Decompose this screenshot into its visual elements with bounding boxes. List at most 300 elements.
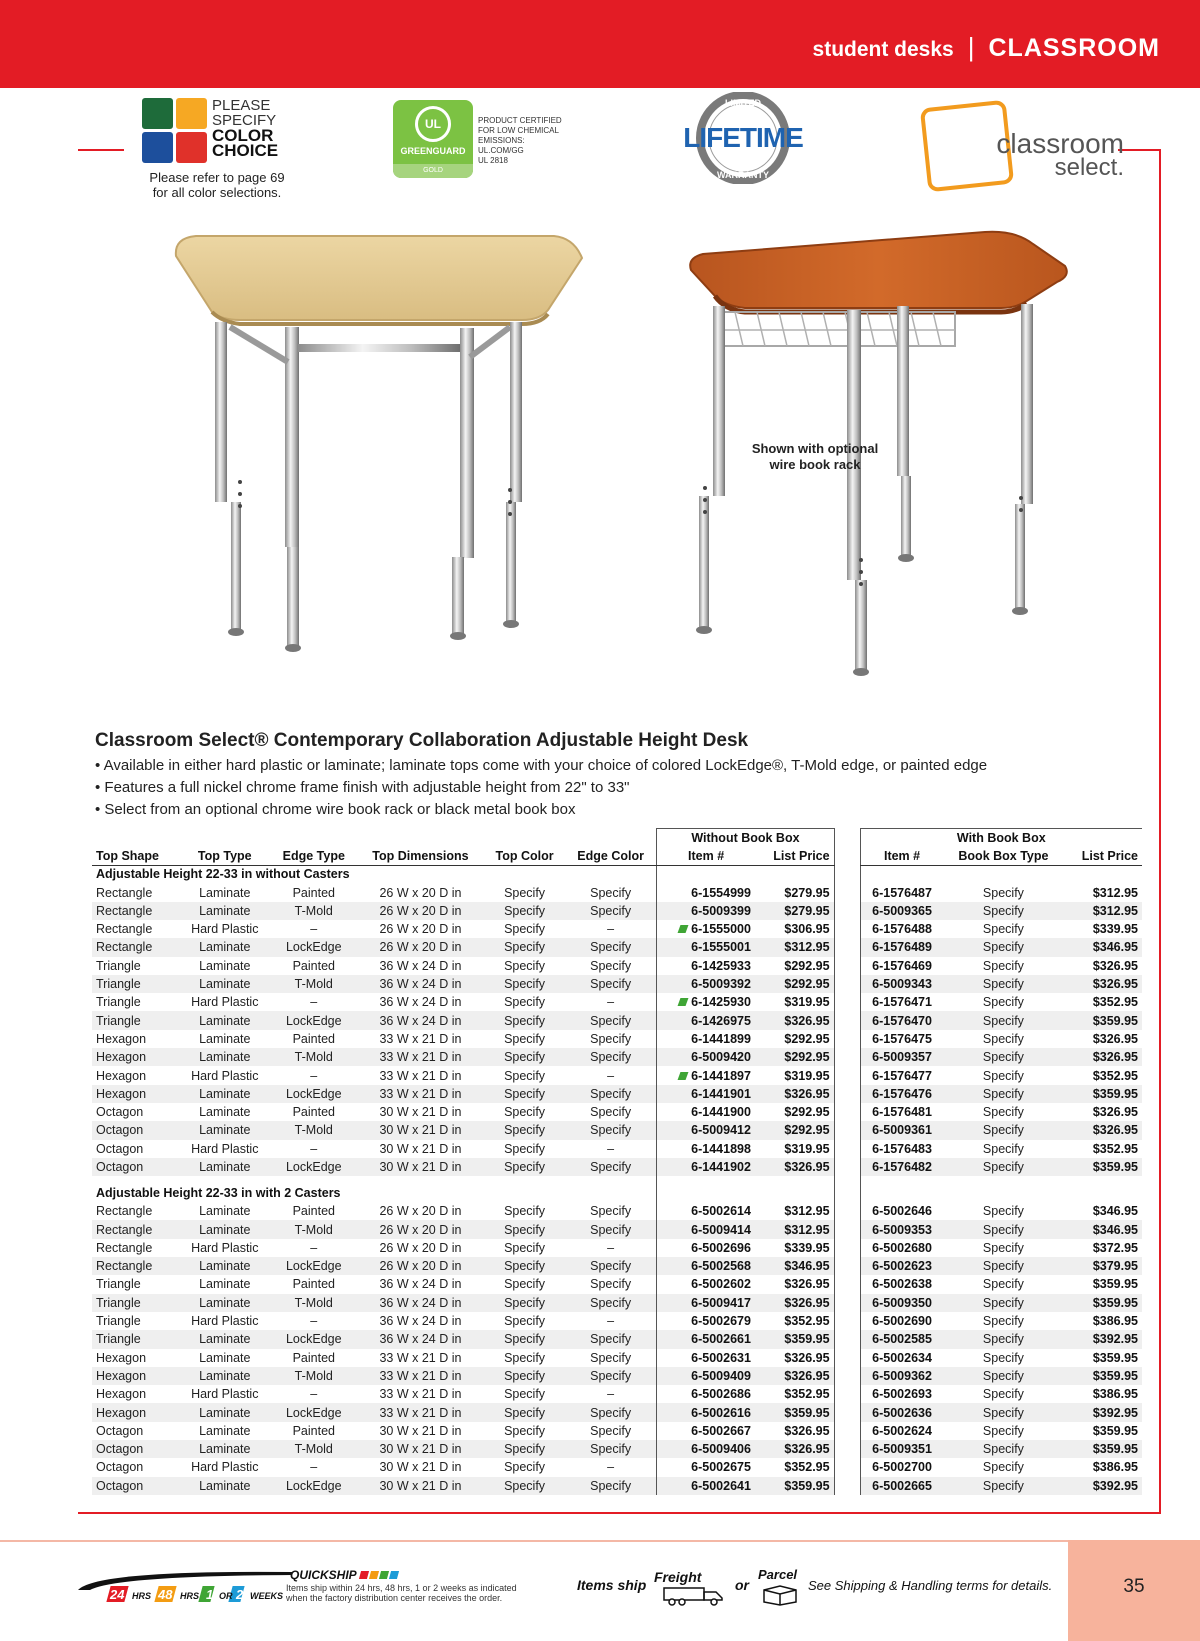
cell-edge-color: Specify	[565, 1294, 657, 1312]
cell-book-box-type: Specify	[944, 1440, 1064, 1458]
greenguard-label: GREENGUARD	[400, 146, 466, 156]
cell-spacer	[834, 1312, 860, 1330]
cell-bb-item-number: 6-5002700	[860, 1458, 943, 1476]
cell-spacer	[834, 957, 860, 975]
cell-spacer	[834, 1103, 860, 1121]
cell-bb-item-number: 6-5002623	[860, 1257, 943, 1275]
cell-list-price: $326.95	[755, 1085, 834, 1103]
cell-bb-item-number: 6-5002665	[860, 1477, 943, 1495]
quickship-flag-icon	[678, 925, 689, 933]
cell-top-shape: Octagon	[92, 1103, 179, 1121]
qs-2: 2	[236, 1587, 244, 1602]
cell-edge-type: –	[271, 993, 357, 1011]
cell-top-type: Hard Plastic	[179, 1312, 271, 1330]
cell-top-color: Specify	[484, 902, 565, 920]
table-row	[92, 1121, 1142, 1139]
col-top-type: Top Type	[179, 847, 271, 865]
spacer-header	[834, 829, 860, 847]
cell-list-price: $312.95	[755, 1220, 834, 1238]
cell-item-number: 6-5009414	[657, 1220, 755, 1238]
cell-top-color: Specify	[484, 920, 565, 938]
table-row	[92, 1140, 1142, 1158]
cell-list-price: $359.95	[755, 1403, 834, 1421]
cell-top-dimensions: 33 W x 21 D in	[357, 1085, 484, 1103]
cell-top-color: Specify	[484, 993, 565, 1011]
cell-top-dimensions: 30 W x 21 D in	[357, 1140, 484, 1158]
cell-top-dimensions: 33 W x 21 D in	[357, 1367, 484, 1385]
table-row	[92, 1422, 1142, 1440]
cell-bb-item-number: 6-1576482	[860, 1158, 943, 1176]
cell-top-type: Laminate	[179, 1121, 271, 1139]
cell-item-number: 6-1554999	[657, 883, 755, 901]
cell-book-box-type: Specify	[944, 1121, 1064, 1139]
cell-item-number: 6-1441899	[657, 1030, 755, 1048]
greenguard-badge	[393, 100, 473, 178]
cert-line: EMISSIONS:	[478, 136, 525, 145]
product-bullets	[95, 755, 987, 821]
qs-weeks: WEEKS	[250, 1591, 284, 1601]
cell-spacer	[834, 1011, 860, 1029]
cell-bb-list-price: $312.95	[1063, 883, 1142, 901]
cell-item-number	[657, 1066, 755, 1084]
cell-edge-type: T-Mold	[271, 1121, 357, 1139]
cell-edge-type: LockEdge	[271, 1477, 357, 1495]
cell-edge-color: –	[565, 1140, 657, 1158]
table-row	[92, 1294, 1142, 1312]
photo-caption	[730, 441, 900, 473]
cell-edge-color: –	[565, 920, 657, 938]
cell-bb-item-number: 6-1576483	[860, 1140, 943, 1158]
cell-bb-item-number: 6-1576488	[860, 920, 943, 938]
cell-top-type: Laminate	[179, 1294, 271, 1312]
cell-edge-type: –	[271, 1312, 357, 1330]
cell-item-number: 6-5002602	[657, 1275, 755, 1293]
cell-edge-type: –	[271, 1140, 357, 1158]
cell-top-shape: Rectangle	[92, 1257, 179, 1275]
table-row	[92, 1158, 1142, 1176]
cell-list-price: $292.95	[755, 975, 834, 993]
cell-top-color: Specify	[484, 1140, 565, 1158]
cell-book-box-type: Specify	[944, 1011, 1064, 1029]
cell-edge-color: Specify	[565, 1422, 657, 1440]
cell-blank	[755, 1176, 834, 1202]
cell-bb-list-price: $386.95	[1063, 1385, 1142, 1403]
section-title: Adjustable Height 22-33 in with 2 Casters	[96, 1186, 341, 1201]
cell-item-number	[657, 920, 755, 938]
cell-bb-list-price: $359.95	[1063, 1158, 1142, 1176]
cell-top-type: Laminate	[179, 1403, 271, 1421]
cell-edge-color: Specify	[565, 1103, 657, 1121]
cell-top-dimensions: 36 W x 24 D in	[357, 1275, 484, 1293]
cell-top-color: Specify	[484, 1048, 565, 1066]
cell-top-shape: Hexagon	[92, 1385, 179, 1403]
cell-spacer	[834, 1294, 860, 1312]
cell-top-dimensions: 26 W x 20 D in	[357, 1239, 484, 1257]
header-category: CLASSROOM	[988, 34, 1160, 62]
cell-spacer	[834, 1257, 860, 1275]
cell-item-number: 6-5002631	[657, 1349, 755, 1367]
cell-bb-item-number: 6-5009350	[860, 1294, 943, 1312]
frame-line	[78, 149, 124, 151]
cell-spacer	[834, 993, 860, 1011]
bullet-item: • Features a full nickel chrome frame finish with adjustable height from 22" to 33"	[95, 779, 630, 796]
cell-item-number: 6-5009392	[657, 975, 755, 993]
cell-top-shape: Octagon	[92, 1121, 179, 1139]
cell-top-shape: Hexagon	[92, 1066, 179, 1084]
cell-spacer	[834, 1030, 860, 1048]
cell-item-number: 6-5002686	[657, 1385, 755, 1403]
cert-line: UL.COM/GG	[478, 146, 524, 155]
cell-bb-list-price: $359.95	[1063, 1011, 1142, 1029]
cell-top-shape: Rectangle	[92, 902, 179, 920]
cell-book-box-type: Specify	[944, 1202, 1064, 1220]
quickship-flag-icon	[678, 998, 689, 1006]
cell-top-type: Laminate	[179, 938, 271, 956]
cell-edge-type: T-Mold	[271, 1440, 357, 1458]
cell-top-type: Laminate	[179, 1367, 271, 1385]
cell-book-box-type: Specify	[944, 1458, 1064, 1476]
cell-bb-item-number: 6-5009351	[860, 1440, 943, 1458]
cell-top-dimensions: 36 W x 24 D in	[357, 1312, 484, 1330]
cell-edge-type: LockEdge	[271, 1403, 357, 1421]
cell-edge-type: –	[271, 1239, 357, 1257]
cell-book-box-type: Specify	[944, 1140, 1064, 1158]
product-title: Classroom Select® Contemporary Collaboration Adjustable Height Desk	[95, 730, 749, 751]
cell-top-color: Specify	[484, 938, 565, 956]
cell-item-number: 6-1441898	[657, 1140, 755, 1158]
cell-top-shape: Hexagon	[92, 1367, 179, 1385]
cell-top-shape: Triangle	[92, 975, 179, 993]
cell-edge-color: –	[565, 1239, 657, 1257]
caption-line: wire book rack	[769, 457, 861, 472]
cell-top-color: Specify	[484, 1158, 565, 1176]
cell-spacer	[834, 1121, 860, 1139]
freight-label: Freight	[654, 1569, 702, 1585]
cell-bb-list-price: $359.95	[1063, 1349, 1142, 1367]
cell-item-number: 6-5009420	[657, 1048, 755, 1066]
cell-top-shape: Octagon	[92, 1422, 179, 1440]
cell-spacer	[834, 938, 860, 956]
cell-top-color: Specify	[484, 1103, 565, 1121]
cell-book-box-type: Specify	[944, 975, 1064, 993]
color-note-line: for all color selections.	[152, 185, 282, 200]
cell-top-shape: Rectangle	[92, 920, 179, 938]
cell-spacer	[834, 1422, 860, 1440]
cell-list-price: $279.95	[755, 883, 834, 901]
cell-top-color: Specify	[484, 1066, 565, 1084]
cell-book-box-type: Specify	[944, 1422, 1064, 1440]
cell-spacer	[834, 1140, 860, 1158]
greenguard-level: GOLD	[393, 164, 473, 178]
color-choice-text	[212, 98, 278, 158]
table-row	[92, 1085, 1142, 1103]
cell-bb-item-number: 6-1576475	[860, 1030, 943, 1048]
cell-edge-color: Specify	[565, 938, 657, 956]
table-row	[92, 1477, 1142, 1495]
cell-top-color: Specify	[484, 1367, 565, 1385]
cell-item-number: 6-5009406	[657, 1440, 755, 1458]
cell-top-shape: Rectangle	[92, 1202, 179, 1220]
cell-edge-type: Painted	[271, 1422, 357, 1440]
cell-edge-color: Specify	[565, 1158, 657, 1176]
cell-bb-list-price: $312.95	[1063, 902, 1142, 920]
cell-top-dimensions: 26 W x 20 D in	[357, 1202, 484, 1220]
table-row	[92, 1403, 1142, 1421]
items-ship-label: Items ship	[577, 1577, 647, 1593]
cell-list-price: $279.95	[755, 902, 834, 920]
cell-top-dimensions: 33 W x 21 D in	[357, 1066, 484, 1084]
cell-book-box-type: Specify	[944, 1385, 1064, 1403]
cell-bb-item-number: 6-5009362	[860, 1367, 943, 1385]
cell-book-box-type: Specify	[944, 1103, 1064, 1121]
col-bb-item-number: Item #	[860, 847, 943, 865]
col-book-box-type: Book Box Type	[944, 847, 1064, 865]
cell-item-number	[657, 993, 755, 1011]
bullet-item: • Available in either hard plastic or laminate; laminate tops come with your choice of colored LockEdge®, T-Mold edge, or painted edge	[95, 757, 988, 774]
cell-top-color: Specify	[484, 1121, 565, 1139]
cell-book-box-type: Specify	[944, 1312, 1064, 1330]
cell-top-dimensions: 33 W x 21 D in	[357, 1349, 484, 1367]
cell-bb-item-number: 6-1576477	[860, 1066, 943, 1084]
cell-bb-list-price: $359.95	[1063, 1085, 1142, 1103]
cell-top-dimensions: 33 W x 21 D in	[357, 1030, 484, 1048]
cert-line: FOR LOW CHEMICAL	[478, 126, 559, 135]
page-number: 35	[1123, 1576, 1145, 1597]
col-bb-list-price: List Price	[1063, 847, 1142, 865]
bullet-item: • Select from an optional chrome wire book rack or black metal book box	[95, 801, 576, 818]
cell-list-price: $326.95	[755, 1367, 834, 1385]
cell-edge-color: Specify	[565, 1257, 657, 1275]
cell-list-price: $326.95	[755, 1349, 834, 1367]
table-row	[92, 1275, 1142, 1293]
cell-bb-list-price: $359.95	[1063, 1294, 1142, 1312]
warranty-main-text: LIFETIME	[683, 122, 803, 153]
cell-edge-color: Specify	[565, 1403, 657, 1421]
cell-top-dimensions: 30 W x 21 D in	[357, 1121, 484, 1139]
cell-item-number: 6-1441902	[657, 1158, 755, 1176]
quickship-line: when the factory distribution center receives the order.	[286, 1593, 503, 1603]
cell-list-price: $292.95	[755, 1121, 834, 1139]
cell-top-shape: Rectangle	[92, 883, 179, 901]
cell-edge-color: Specify	[565, 957, 657, 975]
cell-top-type: Laminate	[179, 883, 271, 901]
cell-bb-list-price: $372.95	[1063, 1239, 1142, 1257]
cell-edge-color: Specify	[565, 1085, 657, 1103]
cell-item-number: 6-1426975	[657, 1011, 755, 1029]
cell-bb-item-number: 6-5002638	[860, 1275, 943, 1293]
cell-top-dimensions: 30 W x 21 D in	[357, 1458, 484, 1476]
cell-edge-color: Specify	[565, 1367, 657, 1385]
cell-spacer	[834, 1367, 860, 1385]
cell-edge-color: –	[565, 1312, 657, 1330]
cell-spacer	[834, 1048, 860, 1066]
cell-book-box-type: Specify	[944, 1275, 1064, 1293]
color-choice-line: SPECIFY	[212, 112, 277, 129]
cell-spacer	[834, 902, 860, 920]
cell-top-type: Laminate	[179, 1030, 271, 1048]
color-squares-icon	[142, 98, 208, 164]
color-swatch	[142, 98, 173, 129]
table-row	[92, 1367, 1142, 1385]
cell-top-color: Specify	[484, 1257, 565, 1275]
cell-spacer	[834, 883, 860, 901]
header-section: student desks	[812, 38, 954, 61]
cell-bb-item-number: 6-5002646	[860, 1202, 943, 1220]
cell-bb-list-price: $326.95	[1063, 975, 1142, 993]
cell-top-shape: Triangle	[92, 1294, 179, 1312]
cell-top-shape: Hexagon	[92, 1403, 179, 1421]
cell-list-price: $326.95	[755, 1422, 834, 1440]
cell-bb-item-number: 6-1576476	[860, 1085, 943, 1103]
cell-edge-color: Specify	[565, 1048, 657, 1066]
cell-item-number: 6-5002675	[657, 1458, 755, 1476]
cell-bb-list-price: $346.95	[1063, 1202, 1142, 1220]
cell-list-price: $319.95	[755, 1066, 834, 1084]
cell-spacer	[834, 1275, 860, 1293]
cell-edge-type: T-Mold	[271, 975, 357, 993]
cell-top-shape: Octagon	[92, 1140, 179, 1158]
table-row	[92, 1202, 1142, 1220]
color-choice-line: PLEASE	[212, 97, 271, 114]
cell-edge-type: LockEdge	[271, 938, 357, 956]
cell-spacer	[834, 1239, 860, 1257]
cell-bb-list-price: $326.95	[1063, 957, 1142, 975]
cell-item-number: 6-1441901	[657, 1085, 755, 1103]
cell-top-color: Specify	[484, 1422, 565, 1440]
table-row	[92, 1440, 1142, 1458]
cell-edge-type: LockEdge	[271, 1158, 357, 1176]
cell-spacer	[834, 1330, 860, 1348]
cell-spacer	[834, 1477, 860, 1495]
footer-divider	[0, 1540, 1068, 1542]
cell-list-price: $359.95	[755, 1477, 834, 1495]
qs-hrs: HRS	[132, 1591, 152, 1601]
cell-bb-list-price: $359.95	[1063, 1367, 1142, 1385]
cell-top-shape: Triangle	[92, 1011, 179, 1029]
cell-edge-type: Painted	[271, 1275, 357, 1293]
cell-bb-list-price: $352.95	[1063, 1066, 1142, 1084]
cell-item-number: 6-5002696	[657, 1239, 755, 1257]
cell-edge-type: T-Mold	[271, 1220, 357, 1238]
table-row	[92, 975, 1142, 993]
cell-list-price: $346.95	[755, 1257, 834, 1275]
cell-book-box-type: Specify	[944, 883, 1064, 901]
table-row	[92, 1239, 1142, 1257]
cell-book-box-type: Specify	[944, 1220, 1064, 1238]
cell-spacer	[834, 1440, 860, 1458]
cell-item-number: 6-5009412	[657, 1121, 755, 1139]
cell-bb-item-number: 6-5002634	[860, 1349, 943, 1367]
cell-item-number: 6-5002616	[657, 1403, 755, 1421]
color-swatch	[142, 132, 173, 163]
cell-top-dimensions: 26 W x 20 D in	[357, 938, 484, 956]
cell-book-box-type: Specify	[944, 1403, 1064, 1421]
frame-line	[1118, 149, 1161, 151]
cell-top-type: Hard Plastic	[179, 1385, 271, 1403]
quickship-description	[286, 1583, 517, 1603]
cell-top-dimensions: 30 W x 21 D in	[357, 1103, 484, 1121]
cell-top-color: Specify	[484, 1458, 565, 1476]
cell-edge-type: Painted	[271, 957, 357, 975]
cell-edge-color: Specify	[565, 975, 657, 993]
cell-top-type: Hard Plastic	[179, 1140, 271, 1158]
cell-top-color: Specify	[484, 1330, 565, 1348]
cell-edge-type: Painted	[271, 1202, 357, 1220]
cell-top-shape: Hexagon	[92, 1048, 179, 1066]
cell-blank	[657, 1176, 755, 1202]
cell-top-type: Laminate	[179, 1103, 271, 1121]
cell-book-box-type: Specify	[944, 957, 1064, 975]
cell-top-type: Laminate	[179, 1422, 271, 1440]
cell-edge-type: –	[271, 1385, 357, 1403]
col-top-dimensions: Top Dimensions	[357, 847, 484, 865]
cell-bb-list-price: $352.95	[1063, 993, 1142, 1011]
logo-line: classroom	[996, 128, 1124, 159]
price-table	[92, 828, 1142, 1495]
color-swatch	[176, 132, 207, 163]
qs-or: OR	[219, 1591, 233, 1601]
cell-bb-list-price: $339.95	[1063, 920, 1142, 938]
cell-list-price: $306.95	[755, 920, 834, 938]
cell-top-dimensions: 26 W x 20 D in	[357, 920, 484, 938]
table-row	[92, 938, 1142, 956]
cell-edge-type: LockEdge	[271, 1011, 357, 1029]
cell-edge-color: –	[565, 1385, 657, 1403]
cell-edge-color: Specify	[565, 1440, 657, 1458]
cell-edge-color: Specify	[565, 1121, 657, 1139]
cell-top-type: Laminate	[179, 1085, 271, 1103]
cell-top-shape: Octagon	[92, 1440, 179, 1458]
cell-top-color: Specify	[484, 975, 565, 993]
cell-spacer	[834, 1349, 860, 1367]
cell-book-box-type: Specify	[944, 1048, 1064, 1066]
without-book-box-header: Without Book Box	[657, 829, 834, 847]
cell-item-number: 6-5002667	[657, 1422, 755, 1440]
cell-edge-color: Specify	[565, 1030, 657, 1048]
cell-edge-type: Painted	[271, 1030, 357, 1048]
cell-edge-type: T-Mold	[271, 1294, 357, 1312]
quickship-title	[290, 1568, 398, 1582]
cell-top-color: Specify	[484, 1085, 565, 1103]
cell-book-box-type: Specify	[944, 938, 1064, 956]
cell-list-price: $312.95	[755, 1202, 834, 1220]
cell-spacer	[834, 1403, 860, 1421]
cell-top-color: Specify	[484, 1275, 565, 1293]
qs-24: 24	[110, 1587, 125, 1602]
caption-line: Shown with optional	[751, 441, 879, 456]
cell-top-type: Laminate	[179, 1220, 271, 1238]
cell-top-shape: Hexagon	[92, 1030, 179, 1048]
cell-top-dimensions: 36 W x 24 D in	[357, 993, 484, 1011]
cell-top-dimensions: 36 W x 24 D in	[357, 1294, 484, 1312]
cell-top-shape: Octagon	[92, 1458, 179, 1476]
cell-top-shape: Triangle	[92, 1275, 179, 1293]
table-row	[92, 1011, 1142, 1029]
cell-book-box-type: Specify	[944, 1085, 1064, 1103]
cell-top-type: Hard Plastic	[179, 920, 271, 938]
cell-top-color: Specify	[484, 1349, 565, 1367]
cell-edge-color: Specify	[565, 1330, 657, 1348]
cell-list-price: $292.95	[755, 1048, 834, 1066]
cell-edge-color: –	[565, 1458, 657, 1476]
cell-top-dimensions: 30 W x 21 D in	[357, 1440, 484, 1458]
cell-book-box-type: Specify	[944, 902, 1064, 920]
cell-top-shape: Triangle	[92, 1312, 179, 1330]
cell-top-dimensions: 30 W x 21 D in	[357, 1477, 484, 1495]
cell-bb-list-price: $326.95	[1063, 1121, 1142, 1139]
cell-top-type: Laminate	[179, 957, 271, 975]
table-row	[92, 957, 1142, 975]
